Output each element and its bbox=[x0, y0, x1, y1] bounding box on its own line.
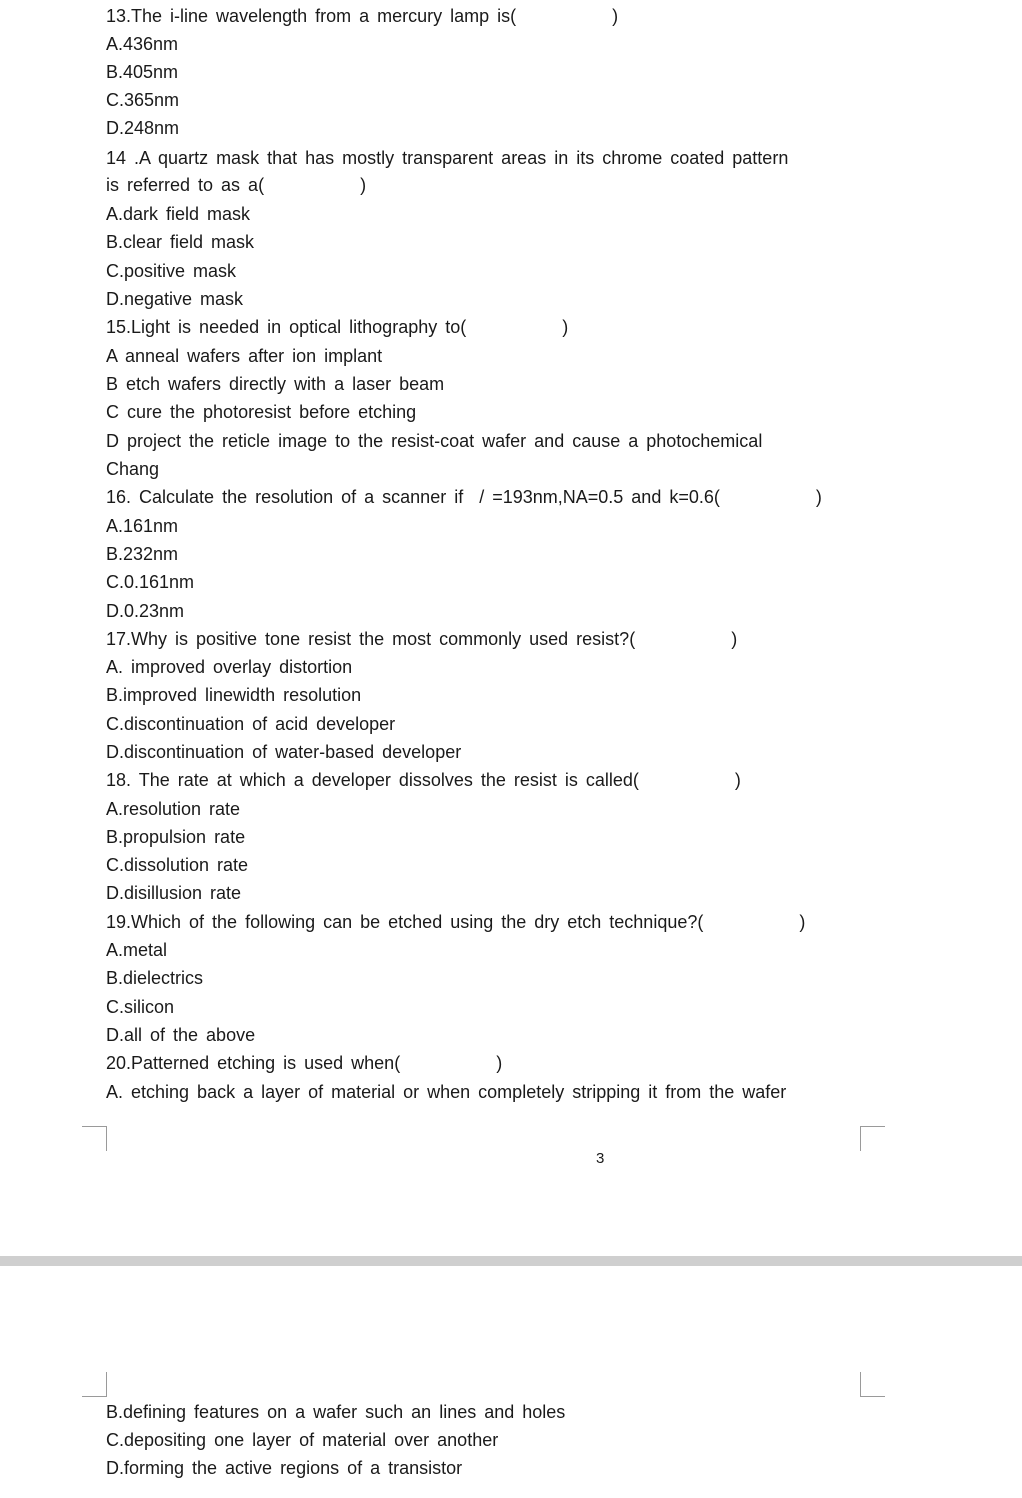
question-16-option-c: C.0.161nm bbox=[106, 572, 195, 592]
question-20-option-b: B.defining features on a wafer such an lines and holes bbox=[106, 1402, 566, 1422]
question-13-option-c: C.365nm bbox=[106, 90, 180, 110]
page-number: 3 bbox=[596, 1150, 605, 1167]
question-17-option-c: C.discontinuation of acid developer bbox=[106, 714, 396, 734]
question-15-option-d: D project the reticle image to the resist-coat wafer and cause a photochemical bbox=[106, 431, 763, 451]
question-19-option-d: D.all of the above bbox=[106, 1025, 256, 1045]
question-18-option-c: C.dissolution rate bbox=[106, 855, 249, 875]
question-20-option-d: D.forming the active regions of a transistor bbox=[106, 1458, 463, 1478]
question-13-option-a: A.436nm bbox=[106, 34, 179, 54]
margin-corner-mark bbox=[82, 1126, 107, 1151]
question-17-stem: 17.Why is positive tone resist the most commonly used resist?( ) bbox=[106, 629, 738, 649]
question-14-stem-line-2: is referred to as a( ) bbox=[106, 175, 367, 195]
question-15-stem: 15.Light is needed in optical lithography to( ) bbox=[106, 317, 569, 337]
question-19-option-a: A.metal bbox=[106, 940, 168, 960]
question-18-option-a: A.resolution rate bbox=[106, 799, 241, 819]
question-17-option-d: D.discontinuation of water-based developer bbox=[106, 742, 462, 762]
margin-corner-mark bbox=[82, 1372, 107, 1397]
question-17-option-a: A. improved overlay distortion bbox=[106, 657, 353, 677]
question-15-option-b: B etch wafers directly with a laser beam bbox=[106, 374, 445, 394]
question-14-option-b: B.clear field mask bbox=[106, 232, 255, 252]
question-19-option-b: B.dielectrics bbox=[106, 968, 204, 988]
question-18-stem: 18. The rate at which a developer dissolves the resist is called( ) bbox=[106, 770, 741, 790]
question-20-option-c: C.depositing one layer of material over another bbox=[106, 1430, 499, 1450]
question-15-option-d-continued: Chang bbox=[106, 459, 160, 479]
question-15-option-a: A anneal wafers after ion implant bbox=[106, 346, 383, 366]
question-20-option-a: A. etching back a layer of material or when completely stripping it from the wafer bbox=[106, 1082, 787, 1102]
question-13-option-d: D.248nm bbox=[106, 118, 180, 138]
question-19-stem: 19.Which of the following can be etched using the dry etch technique?( ) bbox=[106, 912, 806, 932]
margin-corner-mark bbox=[860, 1372, 885, 1397]
question-20-stem: 20.Patterned etching is used when( ) bbox=[106, 1053, 503, 1073]
question-13-stem: 13.The i-line wavelength from a mercury lamp is( ) bbox=[106, 6, 619, 26]
question-16-stem: 16. Calculate the resolution of a scanner if / =193nm,NA=0.5 and k=0.6( ) bbox=[106, 487, 822, 507]
question-16-option-b: B.232nm bbox=[106, 544, 179, 564]
question-19-option-c: C.silicon bbox=[106, 997, 175, 1017]
question-18-option-d: D.disillusion rate bbox=[106, 883, 242, 903]
question-17-option-b: B.improved linewidth resolution bbox=[106, 685, 362, 705]
question-16-option-d: D.0.23nm bbox=[106, 601, 185, 621]
question-14-option-a: A.dark field mask bbox=[106, 204, 251, 224]
margin-corner-mark bbox=[860, 1126, 885, 1151]
question-16-option-a: A.161nm bbox=[106, 516, 179, 536]
question-18-option-b: B.propulsion rate bbox=[106, 827, 246, 847]
question-14-option-c: C.positive mask bbox=[106, 261, 237, 281]
question-15-option-c: C cure the photoresist before etching bbox=[106, 402, 417, 422]
page-separator bbox=[0, 1256, 1022, 1266]
question-14-option-d: D.negative mask bbox=[106, 289, 244, 309]
question-13-option-b: B.405nm bbox=[106, 62, 179, 82]
question-14-stem-line-1: 14 .A quartz mask that has mostly transparent areas in its chrome coated pattern bbox=[106, 148, 789, 168]
